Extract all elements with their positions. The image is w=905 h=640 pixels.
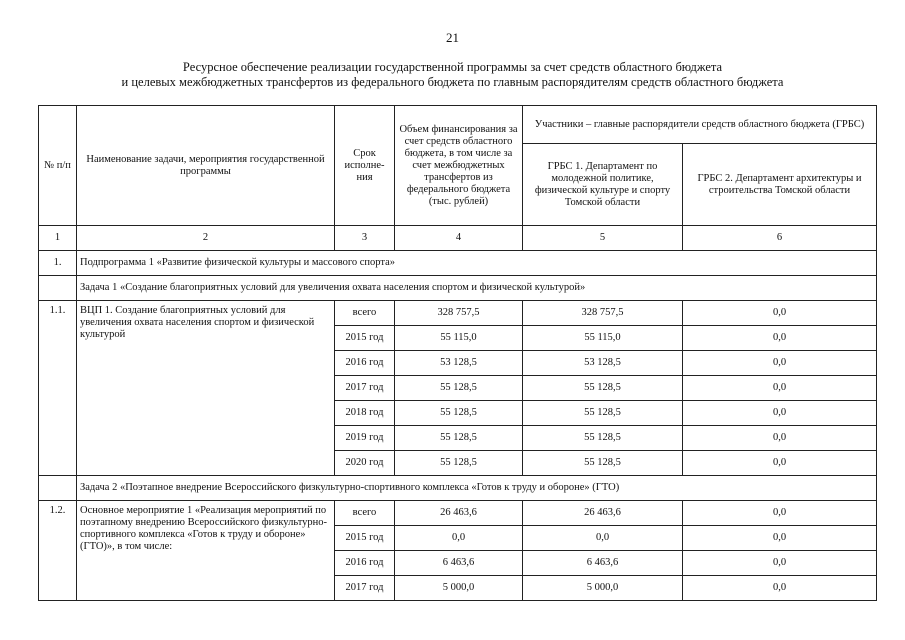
col-number: 6 xyxy=(683,226,877,251)
header-name: Наименование задачи, мероприятия государственной программы xyxy=(77,106,335,226)
task-row xyxy=(39,476,877,501)
term-cell: 2020 год xyxy=(335,451,395,476)
subprogram-num: 1. xyxy=(39,251,77,276)
grbs1-cell: 328 757,5 xyxy=(523,301,683,326)
item-1-2-name: Основное мероприятие 1 «Реализация мероприятий по поэтапному внедрению Всероссийского физкультурно-спортивного комплекса «Готов к труду и обороне» (ГТО)», в том числе: xyxy=(77,501,335,601)
term-cell: 2016 год xyxy=(335,351,395,376)
term-cell: 2019 год xyxy=(335,426,395,451)
item-1-2-num: 1.2. xyxy=(39,501,77,601)
volume-cell: 328 757,5 xyxy=(395,301,523,326)
grbs2-cell: 0,0 xyxy=(683,401,877,426)
task-2-title: Задача 2 «Поэтапное внедрение Всероссийского физкультурно-спортивного комплекса «Готов к труду и обороне» (ГТО) xyxy=(77,476,877,501)
grbs2-cell: 0,0 xyxy=(683,501,877,526)
col-number: 4 xyxy=(395,226,523,251)
grbs2-cell: 0,0 xyxy=(683,551,877,576)
term-cell: всего xyxy=(335,301,395,326)
term-cell: 2015 год xyxy=(335,326,395,351)
document-title xyxy=(0,60,905,90)
volume-cell: 55 128,5 xyxy=(395,401,523,426)
grbs2-cell: 0,0 xyxy=(683,526,877,551)
header-num: № п/п xyxy=(39,106,77,226)
volume-cell: 26 463,6 xyxy=(395,501,523,526)
resource-table xyxy=(38,105,877,601)
col-number: 1 xyxy=(39,226,77,251)
col-number: 5 xyxy=(523,226,683,251)
header-row xyxy=(39,106,877,144)
header-term: Срок исполне-ния xyxy=(335,106,395,226)
grbs1-cell: 5 000,0 xyxy=(523,576,683,601)
term-cell: 2015 год xyxy=(335,526,395,551)
title-line-1: Ресурсное обеспечение реализации государственной программы за счет средств областного бюджета xyxy=(182,60,723,74)
grbs2-cell: 0,0 xyxy=(683,301,877,326)
term-cell: 2016 год xyxy=(335,551,395,576)
term-cell: 2017 год xyxy=(335,376,395,401)
grbs2-cell: 0,0 xyxy=(683,451,877,476)
volume-cell: 55 115,0 xyxy=(395,326,523,351)
task-1-title: Задача 1 «Создание благоприятных условий для увеличения охвата населения спортом и физической культурой» xyxy=(77,276,877,301)
header-grbs1: ГРБС 1. Департамент по молодежной политике, физической культуре и спорту Томской области xyxy=(523,144,683,226)
grbs2-cell: 0,0 xyxy=(683,326,877,351)
grbs1-cell: 0,0 xyxy=(523,526,683,551)
grbs1-cell: 53 128,5 xyxy=(523,351,683,376)
grbs1-cell: 55 115,0 xyxy=(523,326,683,351)
column-number-row xyxy=(39,226,877,251)
page-number: 21 xyxy=(446,30,459,45)
grbs2-cell: 0,0 xyxy=(683,576,877,601)
term-cell: 2017 год xyxy=(335,576,395,601)
grbs1-cell: 26 463,6 xyxy=(523,501,683,526)
grbs2-cell: 0,0 xyxy=(683,376,877,401)
volume-cell: 55 128,5 xyxy=(395,426,523,451)
volume-cell: 0,0 xyxy=(395,526,523,551)
item-1-1-name: ВЦП 1. Создание благоприятных условий для увеличения охвата населения спортом и физической культурой xyxy=(77,301,335,476)
volume-cell: 6 463,6 xyxy=(395,551,523,576)
volume-cell: 5 000,0 xyxy=(395,576,523,601)
col-number: 2 xyxy=(77,226,335,251)
grbs2-cell: 0,0 xyxy=(683,351,877,376)
volume-cell: 53 128,5 xyxy=(395,351,523,376)
grbs1-cell: 55 128,5 xyxy=(523,401,683,426)
table-row xyxy=(39,501,877,526)
grbs1-cell: 55 128,5 xyxy=(523,376,683,401)
subprogram-title: Подпрограмма 1 «Развитие физической культуры и массового спорта» xyxy=(77,251,877,276)
item-1-1-num: 1.1. xyxy=(39,301,77,476)
grbs1-cell: 55 128,5 xyxy=(523,426,683,451)
header-volume: Объем финансирования за счет средств областного бюджета, в том числе за счет межбюджетных трансфертов из федерального бюджета (тыс. рублей) xyxy=(395,106,523,226)
header-grbs2: ГРБС 2. Департамент архитектуры и строительства Томской области xyxy=(683,144,877,226)
table-row xyxy=(39,301,877,326)
volume-cell: 55 128,5 xyxy=(395,451,523,476)
term-cell: всего xyxy=(335,501,395,526)
task-row xyxy=(39,276,877,301)
term-cell: 2018 год xyxy=(335,401,395,426)
subprogram-row xyxy=(39,251,877,276)
header-participants: Участники – главные распорядители средств областного бюджета (ГРБС) xyxy=(523,106,877,144)
task-num-empty xyxy=(39,276,77,301)
volume-cell: 55 128,5 xyxy=(395,376,523,401)
grbs1-cell: 6 463,6 xyxy=(523,551,683,576)
col-number: 3 xyxy=(335,226,395,251)
task-num-empty xyxy=(39,476,77,501)
grbs2-cell: 0,0 xyxy=(683,426,877,451)
grbs1-cell: 55 128,5 xyxy=(523,451,683,476)
title-line-2: и целевых межбюджетных трансфертов из федерального бюджета по главным распорядителям средств областного бюджета xyxy=(121,75,784,89)
